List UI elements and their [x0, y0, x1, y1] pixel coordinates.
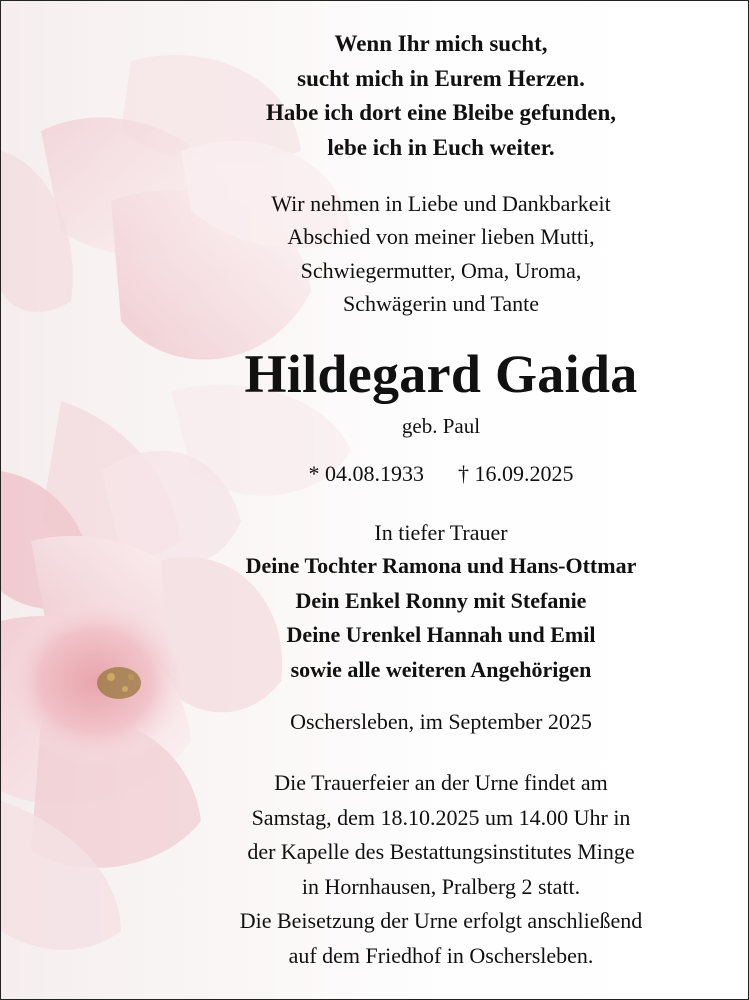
service-line: auf dem Friedhof in Oschersleben.: [288, 942, 594, 968]
service-line: Die Trauerfeier an der Urne findet am: [274, 770, 608, 795]
intro-line: Wir nehmen in Liebe und Dankbarkeit: [271, 191, 611, 216]
deceased-name: Hildegard Gaida: [244, 344, 638, 404]
mourner-line: Deine Urenkel Hannah und Emil: [286, 622, 596, 647]
service-line: der Kapelle des Bestattungsinstitutes Minge: [247, 839, 635, 865]
poem-line: lebe ich in Euch weiter.: [327, 134, 555, 160]
intro-block: [141, 187, 741, 320]
mourning-label: In tiefer Trauer: [374, 520, 508, 545]
service-line: Samstag, dem 18.10.2025 um 14.00 Uhr in: [251, 804, 631, 830]
intro-line: Abschied von meiner lieben Mutti,: [287, 224, 595, 250]
service-line: in Hornhausen, Pralberg 2 statt.: [301, 873, 581, 899]
birth-date: * 04.08.1933: [308, 461, 424, 486]
mourner-line: Dein Enkel Ronny mit Stefanie: [295, 587, 587, 613]
mourner-line: Deine Tochter Ramona und Hans-Ottmar: [245, 553, 637, 578]
maiden-name: geb. Paul: [401, 414, 481, 438]
service-info: [141, 766, 741, 974]
mourners-list: [141, 549, 741, 687]
poem-line: sucht mich in Eurem Herzen.: [297, 65, 585, 91]
mourner-line: sowie alle weiteren Angehörigen: [290, 656, 592, 682]
intro-line: Schwiegermutter, Oma, Uroma,: [300, 257, 582, 283]
poem-line: Wenn Ihr mich sucht,: [334, 31, 548, 56]
death-date: † 16.09.2025: [458, 461, 574, 486]
service-line: Die Beisetzung der Urne erfolgt anschließend: [239, 908, 643, 934]
life-dates: [141, 458, 741, 490]
intro-line: Schwägerin und Tante: [342, 290, 539, 316]
place-date: Oschersleben, im September 2025: [290, 709, 592, 734]
poem-line: Habe ich dort eine Bleibe gefunden,: [265, 100, 617, 125]
poem-block: [141, 27, 741, 165]
